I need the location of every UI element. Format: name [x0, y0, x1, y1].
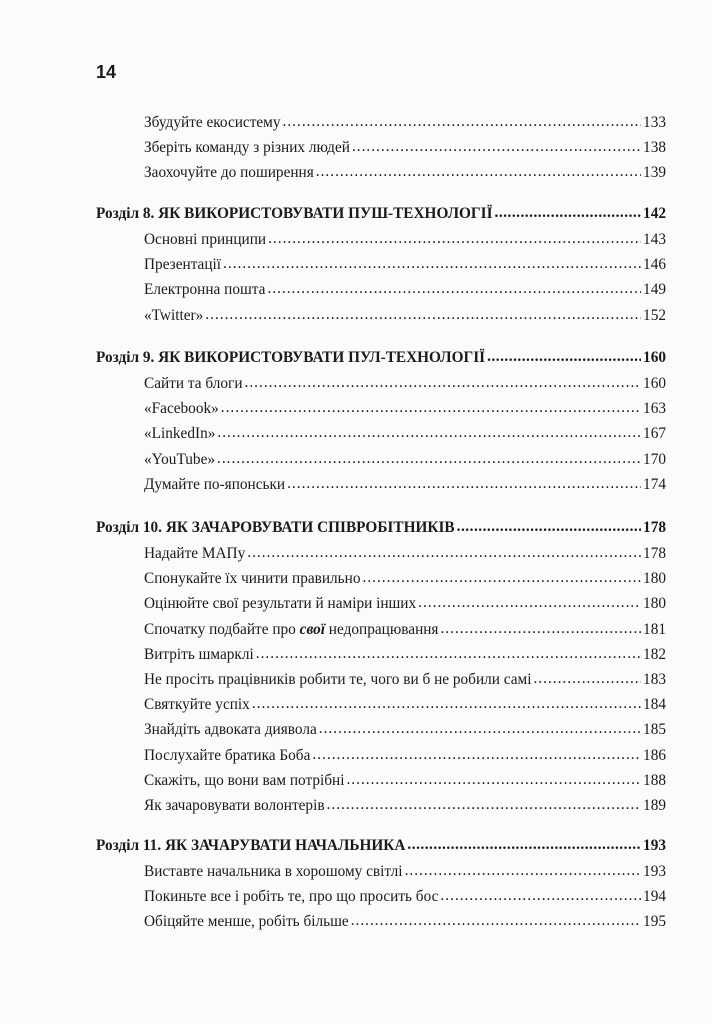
toc-entry: Оцінюйте свої результати й наміри інших ..... 180 — [144, 591, 666, 616]
toc-entry: Спонукайте їх чинити правильно ..... 180 — [144, 566, 666, 591]
toc-entry: «YouTube» ..... 170 — [144, 447, 666, 472]
toc-entry: Заохочуйте до поширення ..... 139 — [144, 160, 666, 185]
toc-entry: Зберіть команду з різних людей ..... 138 — [144, 135, 666, 160]
page-number: 14 — [96, 62, 117, 82]
chapter-heading: Розділ 8. ЯК ВИКОРИСТОВУВАТИ ПУШ-ТЕХНОЛОГІЇ ..... 142 — [96, 200, 666, 227]
toc-group-chapter-8 — [96, 200, 666, 328]
emphasized-word: свої — [299, 620, 325, 638]
toc-entry: Виставте начальника в хорошому світлі ..... 193 — [144, 859, 666, 884]
toc-entry: Як зачаровувати волонтерів ..... 189 — [144, 793, 666, 818]
toc-entry: Збудуйте екосистему ..... 133 — [144, 110, 666, 135]
toc-entry: «Facebook» ..... 163 — [144, 396, 666, 421]
chapter-heading: Розділ 9. ЯК ВИКОРИСТОВУВАТИ ПУЛ-ТЕХНОЛОГІЇ ..... 160 — [96, 344, 666, 371]
toc-group-continuation — [96, 110, 666, 186]
toc-entry: Думайте по-японськи ..... 174 — [144, 472, 666, 497]
chapter-heading: Розділ 10. ЯК ЗАЧАРОВУВАТИ СПІВРОБІТНИКІВ ..... 178 — [96, 514, 666, 541]
chapter-heading: Розділ 11. ЯК ЗАЧАРУВАТИ НАЧАЛЬНИКА ..... 193 — [96, 832, 666, 859]
toc-entry: Електронна пошта ..... 149 — [144, 277, 666, 302]
toc-entry: Основні принципи ..... 143 — [144, 227, 666, 252]
toc-entry: «Twitter» ..... 152 — [144, 303, 666, 328]
toc-group-chapter-9 — [96, 344, 666, 497]
toc-entry: Послухайте братика Боба ..... 186 — [144, 743, 666, 768]
toc-entry: Скажіть, що вони вам потрібні ..... 188 — [144, 768, 666, 793]
toc-entry: Святкуйте успіх ..... 184 — [144, 692, 666, 717]
toc-entry: Знайдіть адвоката диявола ..... 185 — [144, 717, 666, 742]
toc-entry: Надайте МАПу ..... 178 — [144, 541, 666, 566]
toc-entry: Обіцяйте менше, робіть більше ..... 195 — [144, 909, 666, 934]
toc-group-chapter-11 — [96, 832, 666, 935]
toc-entry: Не просіть працівників робити те, чого ви б не робили самі ..... 183 — [144, 667, 666, 692]
toc-entry: «LinkedIn» ..... 167 — [144, 421, 666, 446]
toc-entry: Сайти та блоги ..... 160 — [144, 371, 666, 396]
toc-entry: Презентації ..... 146 — [144, 252, 666, 277]
toc-entry: Покиньте все і робіть те, про що просить бос ..... 194 — [144, 884, 666, 909]
toc-entry: Витріть шмарклі ..... 182 — [144, 642, 666, 667]
toc-entry: Спочатку подбайте про свої недопрацювання ..... 181 — [144, 617, 666, 642]
toc-group-chapter-10 — [96, 514, 666, 818]
